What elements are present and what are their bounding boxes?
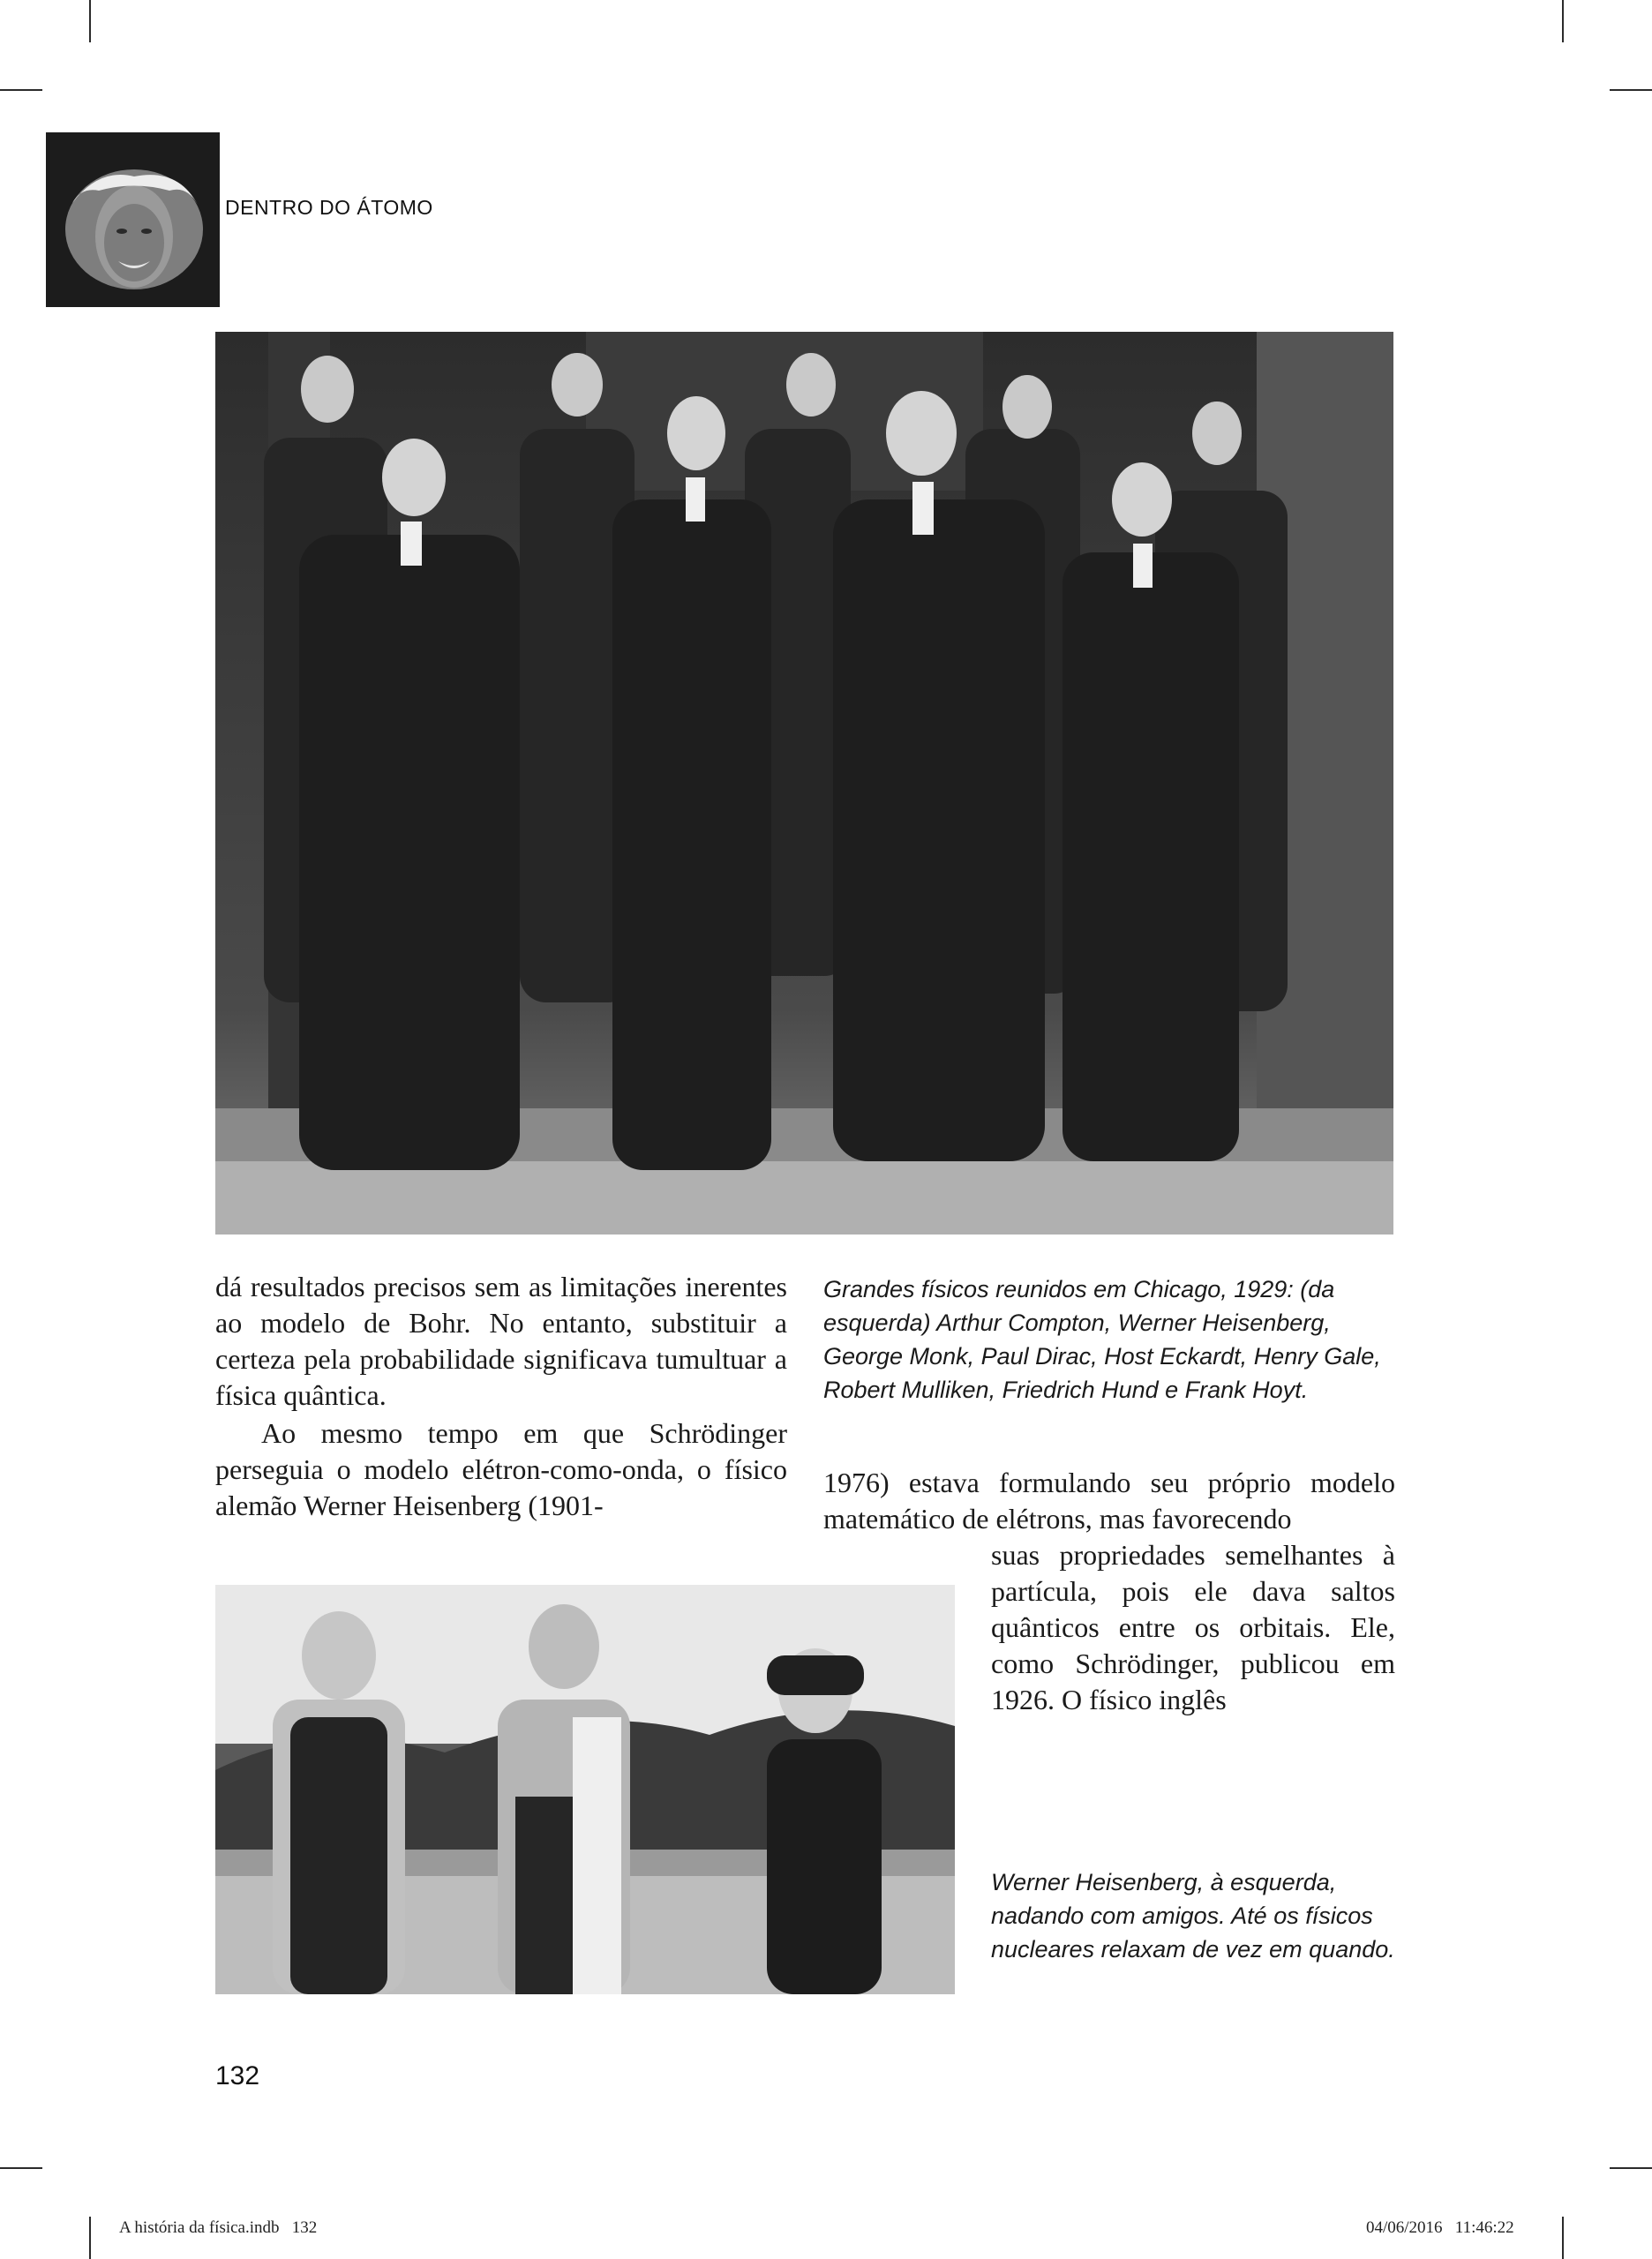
crop-mark-top-right xyxy=(1562,0,1564,42)
crop-mark-bottom-right xyxy=(1562,2217,1564,2259)
body-right-paragraph-1: 1976) estava formulando seu próprio modelo matemático de elétrons, mas favorecendo xyxy=(823,1467,1395,1535)
body-right-paragraph-2: suas propriedades semelhantes à partícula, pois ele dava saltos quânticos entre os orbitais. Ele, como Schrödinger, publicou em 1926. O físico inglês xyxy=(991,1539,1395,1715)
portrait-thumbnail-icon xyxy=(46,132,220,307)
body-left-paragraph-1: dá resultados precisos sem as limitações inerentes ao modelo de Bohr. No entanto, substituir a certeza pela probabilidade significava tumultuar a física quântica. xyxy=(215,1271,787,1411)
crop-mark-right-bottom xyxy=(1610,2167,1652,2169)
crop-mark-left-bottom xyxy=(0,2167,42,2169)
crop-mark-left-top xyxy=(0,89,42,91)
group-photo-caption: Grandes físicos reunidos em Chicago, 1929: (da esquerda) Arthur Compton, Werner Heisenberg, George Monk, Paul Dirac, Host Eckardt, Henry Gale, Robert Mulliken, Friedrich Hund e Frank Hoyt. xyxy=(823,1276,1381,1403)
beach-photo-icon xyxy=(215,1585,955,1994)
page-number: 132 xyxy=(215,2061,260,2090)
crop-mark-top-left xyxy=(89,0,91,42)
body-left-paragraph-2: Ao mesmo tempo em que Schrödinger perseguia o modelo elétron-como-onda, o físico alemão Werner Heisenberg (1901- xyxy=(215,1417,787,1521)
section-title: DENTRO DO ÁTOMO xyxy=(225,196,433,219)
body-left-column xyxy=(215,1269,787,1524)
slug-date-info: 04/06/2016 11:46:22 xyxy=(1366,2218,1514,2237)
slug-file-info: A história da física.indb 132 xyxy=(119,2218,318,2237)
group-photo-icon xyxy=(215,332,1393,1235)
beach-photo-caption: Werner Heisenberg, à esquerda, nadando com amigos. Até os físicos nucleares relaxam de vez em quando. xyxy=(991,1869,1395,1963)
crop-mark-bottom-left xyxy=(89,2217,91,2259)
crop-mark-right-top xyxy=(1610,89,1652,91)
